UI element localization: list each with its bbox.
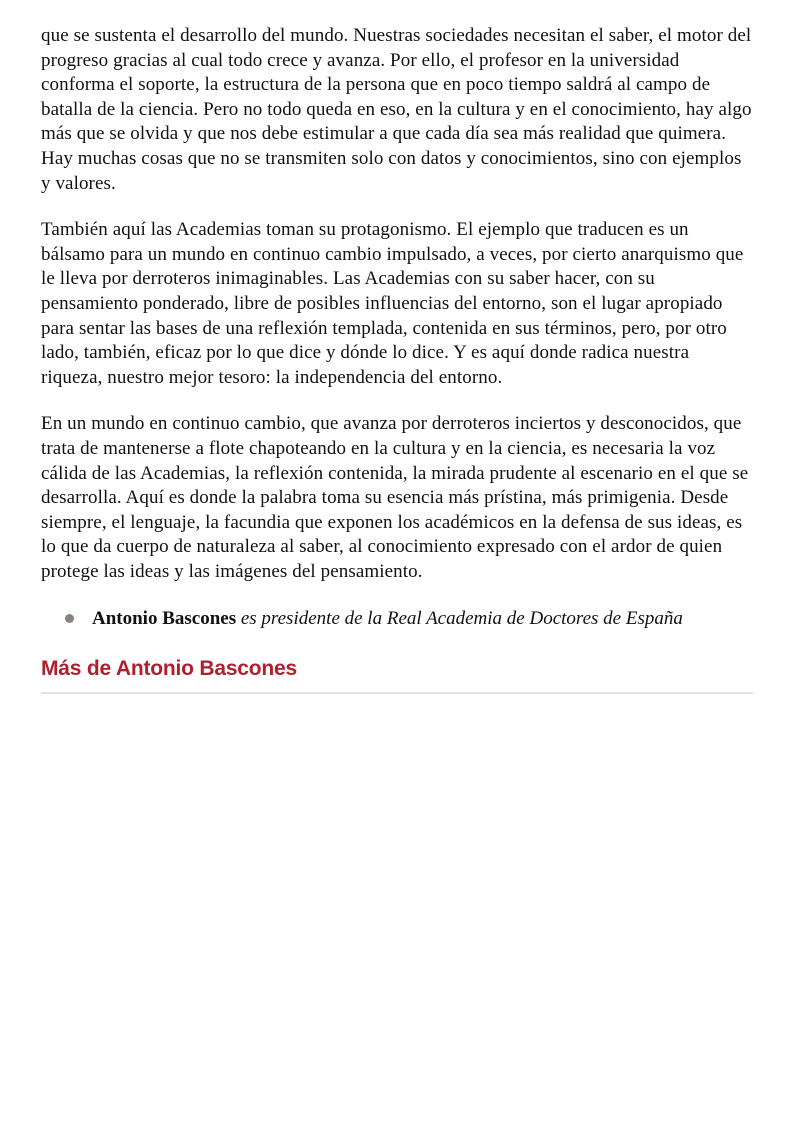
paragraph-2: También aquí las Academias toman su protagonismo. El ejemplo que traducen es un bálsamo para un mundo en continuo cambio impulsado, a veces, por cierto anarquismo que le lleva por derroteros inimaginables. Las Academias con su saber hacer, con su pensamiento ponderado, libre de posibles influencias del entorno, son el lugar apropiado para sentar las bases de una reflexión templada, contenida en sus términos, pero, por otro lado, también, eficaz por lo que dice y dónde lo dice. Y es aquí donde radica nuestra riqueza, nuestro mejor tesoro: la independencia del entorno.	[41, 219, 744, 388]
more-from-author-link[interactable]: Más de Antonio Bascones	[41, 657, 298, 681]
bullet-icon	[65, 614, 74, 623]
paragraph-3: En un mundo en continuo cambio, que avanza por derroteros inciertos y desconocidos, que trata de mantenerse a flote chapoteando en la cultura y en la ciencia, es necesaria la voz cálida de las Academias, la reflexión contenida, la mirada prudente al escenario en el que se desarrolla. Aquí es donde la palabra toma su esencia más prístina, más primigenia. Desde siempre, el lenguaje, la facundia que exponen los académicos en la defensa de sus ideas, es lo que da cuerpo de naturaleza al saber, al conocimiento expresado con el ardor de quien protege las ideas y las imágenes del pensamiento.	[41, 413, 749, 582]
author-note-item	[41, 606, 753, 631]
author-note-list	[41, 606, 753, 631]
section-divider	[41, 692, 753, 694]
paragraph-1: que se sustenta el desarrollo del mundo. Nuestras sociedades necesitan el saber, el motor del progreso gracias al cual todo crece y avanza. Por ello, el profesor en la universidad conforma el soporte, la estructura de la persona que en poco tiempo saldrá al campo de batalla de la ciencia. Pero no todo queda en eso, en la cultura y en el conocimiento, hay algo más que se olvida y que nos debe estimular a que cada día sea más realidad que quimera. Hay muchas cosas que no se transmiten solo con datos y conocimientos, sino con ejemplos y valores.	[41, 25, 752, 194]
author-role: es presidente de la Real Academia de Doctores de España	[240, 608, 683, 630]
article-body	[41, 24, 753, 694]
author-name: Antonio Bascones	[92, 608, 237, 630]
